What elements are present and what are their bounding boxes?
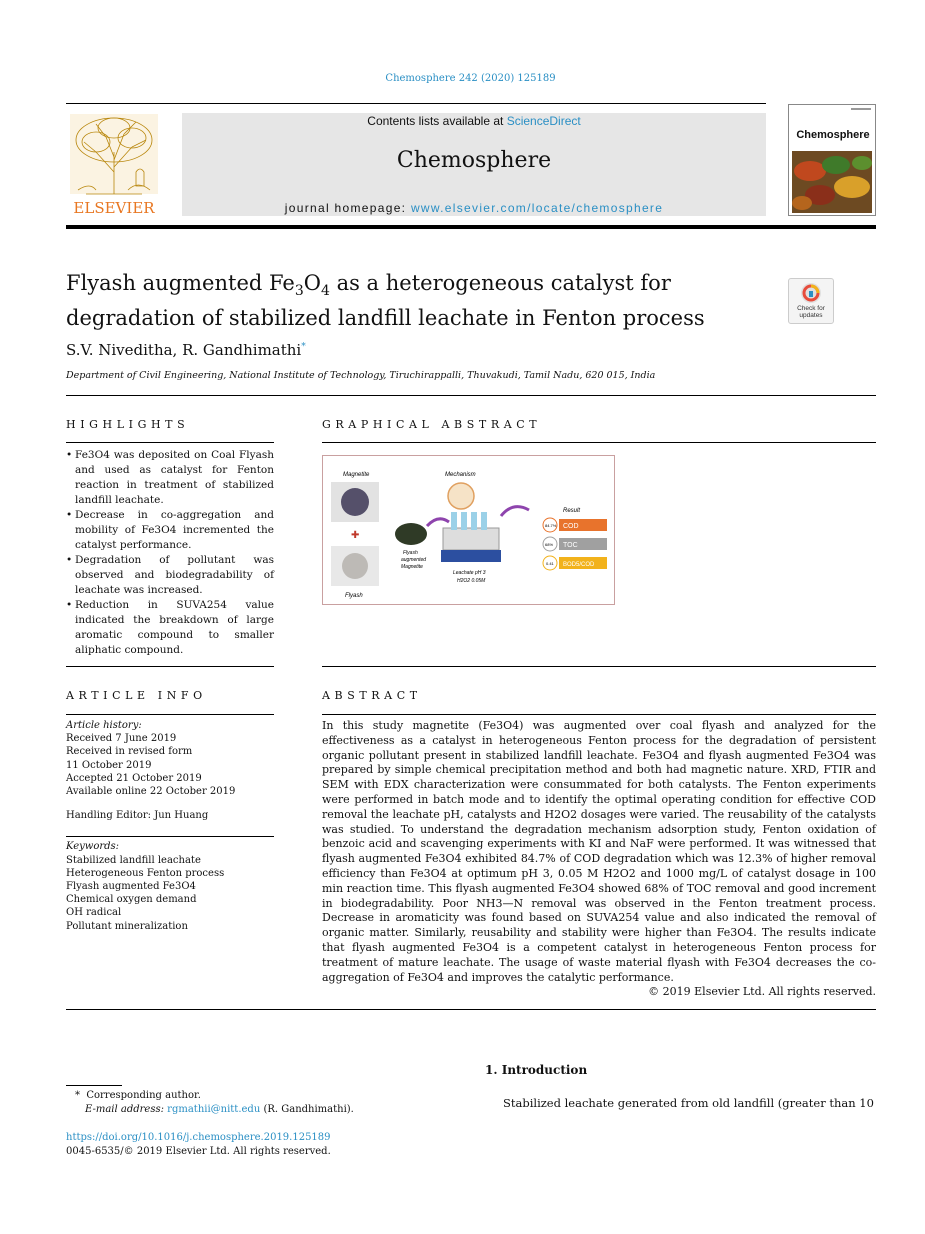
svg-text:H2O2 0.05M: H2O2 0.05M xyxy=(457,578,486,584)
highlights-rule xyxy=(66,442,274,443)
svg-text:Mechanism: Mechanism xyxy=(445,472,476,478)
journal-homepage-link[interactable]: www.elsevier.com/locate/chemosphere xyxy=(410,201,664,215)
history-item: 11 October 2019 xyxy=(66,759,152,771)
history-item: Received in revised form xyxy=(66,746,193,758)
svg-text:BOD5/COD: BOD5/COD xyxy=(563,562,595,568)
badge-label: Check for updates xyxy=(797,305,825,319)
history-item: Available online 22 October 2019 xyxy=(66,786,236,798)
svg-text:84.7%: 84.7% xyxy=(545,523,557,528)
article-title: Flyash augmented $Fe_3O_4$ as a heterogeneous catalyst for degradation of stabilized landfill leachate in Fenton process xyxy=(66,271,705,331)
email-link[interactable]: rgmathii@nitt.edu xyxy=(167,1103,261,1115)
svg-text:Result: Result xyxy=(563,508,581,514)
elsevier-tree-icon xyxy=(66,112,162,218)
svg-text:COD: COD xyxy=(563,523,579,530)
highlights-bottom-rule xyxy=(66,666,274,667)
abstract-bottom-rule xyxy=(66,1009,876,1010)
corresponding-note: * Corresponding author. xyxy=(75,1090,201,1101)
abstract-heading: ABSTRACT xyxy=(322,689,422,702)
elsevier-logo[interactable] xyxy=(66,112,162,218)
cover-title: Chemosphere xyxy=(796,129,870,141)
keyword: OH radical xyxy=(66,907,122,919)
svg-text:Magnetite: Magnetite xyxy=(401,564,423,570)
header-rule xyxy=(66,103,766,104)
history-item: Accepted 21 October 2019 xyxy=(66,772,202,784)
handling-editor: Handling Editor: Jun Huang xyxy=(66,810,209,822)
abstract-body xyxy=(322,719,876,1000)
svg-text:augmented: augmented xyxy=(401,557,427,563)
sciencedirect-link[interactable]: ScienceDirect xyxy=(506,114,581,128)
article-info xyxy=(66,719,274,933)
contents-line: Contents lists available at ScienceDirect xyxy=(367,114,581,128)
result-toc xyxy=(543,537,607,551)
journal-cover[interactable] xyxy=(788,104,876,216)
graphical-abstract-heading: GRAPHICAL ABSTRACT xyxy=(322,418,542,431)
graphical-abstract-bottom-rule xyxy=(322,666,876,667)
doi-block xyxy=(66,1131,466,1158)
doi-link[interactable]: https://doi.org/10.1016/j.chemosphere.2019.125189 xyxy=(66,1132,331,1143)
keywords-label: Keywords: xyxy=(66,841,120,853)
graphical-abstract-diagram xyxy=(323,456,614,604)
svg-text:Magnetite: Magnetite xyxy=(343,472,370,478)
keyword: Chemical oxygen demand xyxy=(66,894,197,906)
journal-homepage: journal homepage: www.elsevier.com/locate/chemosphere xyxy=(284,201,664,215)
abstract-copyright: © 2019 Elsevier Ltd. All rights reserved. xyxy=(648,985,876,999)
svg-text:✚: ✚ xyxy=(351,530,360,541)
svg-text:ELSEVIER: ELSEVIER xyxy=(73,199,155,217)
issn-line: 0045-6535/© 2019 Elsevier Ltd. All rights reserved. xyxy=(66,1145,331,1157)
svg-text:TOC: TOC xyxy=(563,542,578,549)
cover-leaves-image xyxy=(792,151,872,213)
introduction-heading: 1. Introduction xyxy=(485,1063,588,1077)
result-bod-cod xyxy=(543,556,607,570)
journal-name: Chemosphere xyxy=(396,148,552,173)
abstract-text: In this study magnetite (Fe3O4) was augmented over coal flyash and analyzed for the effectiveness as a catalyst in heterogeneous Fenton process for the degradation of persistent organic pollutant present in stabilized landfill leachate. Fe3O4 and flyash augmented Fe3O4 was prepared by simple chemical precipitation method and both had magnetic nature. XRD, FTIR and SEM with EDX characterization were consummated for both catalysts. The Fenton experiments were performed in batch mode and to identify the optimal operating condition for effective COD removal the leachate pH, catalysts and H2O2 dosages were varied. The reusability of the catalysts was studied. To understand the degradation mechanism adsorption study, Fenton oxidation of benzoic acid and scavenging experiments with KI and NaF were performed. It was witnessed that flyash augmented Fe3O4 exhibited 84.7% of COD degradation which was 12.3% of higher removal efficiency than Fe3O4 at optimum pH 3, 0.05 M H2O2 and 1000 mg/L of catalyst dosage in 100 min reaction time. This flyash augmented Fe3O4 showed 68% of TOC removal and good increment in biodegradability. Poor NH3—N removal was observed in the Fenton treatment process. Decrease in aromaticity was found based on SUVA254 value and also indicated the removal of organic matter. Similarly, reusability and stability were higher than Fe3O4. The results indicate that flyash augmented Fe3O4 is a competent catalyst in heterogeneous Fenton process for treatment of mature leachate. The usage of waste material flyash with Fe3O4 decreases the co-aggregation of Fe3O4 and improves the catalytic performance. xyxy=(322,719,876,984)
highlights-list xyxy=(66,448,274,658)
journal-citation[interactable]: Chemosphere 242 (2020) 125189 xyxy=(385,73,556,84)
section-rule xyxy=(66,395,876,396)
keyword: Heterogeneous Fenton process xyxy=(66,867,225,879)
cover-mark xyxy=(851,108,871,110)
authors: S.V. Niveditha, R. Gandhimathi* xyxy=(66,341,306,359)
highlights-heading: HIGHLIGHTS xyxy=(66,418,190,431)
highlight-item: • Fe3O4 was deposited on Coal Flyash and used as catalyst for Fenton reaction in treatment of stabilized landfill leachate. xyxy=(66,448,274,508)
highlight-item: • Decrease in co-aggregation and mobility of Fe3O4 incremented the catalyst performance. xyxy=(66,508,274,553)
result-cod xyxy=(543,518,607,532)
svg-text:68%: 68% xyxy=(545,542,554,547)
history-label: Article history: xyxy=(66,720,142,731)
article-info-heading: ARTICLE INFO xyxy=(66,689,207,702)
check-updates-icon xyxy=(800,282,822,304)
footnote xyxy=(66,1089,466,1116)
header-thick-rule xyxy=(66,225,876,229)
email-line: E-mail address: rgmathii@nitt.edu (R. Gandhimathi). xyxy=(85,1103,354,1115)
svg-text:Leachate pH 3: Leachate pH 3 xyxy=(453,570,486,576)
affiliation: Department of Civil Engineering, National Institute of Technology, Tiruchirappalli, Thuvakudi, Tamil Nadu, 620 015, India xyxy=(66,370,656,381)
footnote-rule xyxy=(66,1085,122,1086)
keyword: Flyash augmented Fe3O4 xyxy=(66,881,196,893)
check-for-updates-badge[interactable] xyxy=(788,278,834,324)
keyword: Stabilized landfill leachate xyxy=(66,854,201,866)
graphical-abstract-rule xyxy=(322,442,876,443)
highlight-item: • Degradation of pollutant was observed and biodegradability of leachate was increased. xyxy=(66,553,274,598)
corresponding-author-mark[interactable]: * xyxy=(301,342,306,352)
svg-text:Flyash: Flyash xyxy=(345,593,363,599)
abstract-rule xyxy=(322,714,876,715)
graphical-abstract-figure[interactable] xyxy=(322,455,615,605)
article-info-rule xyxy=(66,714,274,715)
history-item: Received 7 June 2019 xyxy=(66,733,177,745)
introduction-text: Stabilized leachate generated from old landfill (greater than 10 xyxy=(503,1096,874,1110)
keyword: Pollutant mineralization xyxy=(66,920,188,932)
keywords-rule xyxy=(66,836,274,837)
svg-text:Flyash: Flyash xyxy=(403,550,418,556)
svg-text:0.41: 0.41 xyxy=(546,561,554,566)
highlight-item: • Reduction in SUVA254 value indicated the breakdown of large aromatic compound to smaller aliphatic compound. xyxy=(66,598,274,658)
